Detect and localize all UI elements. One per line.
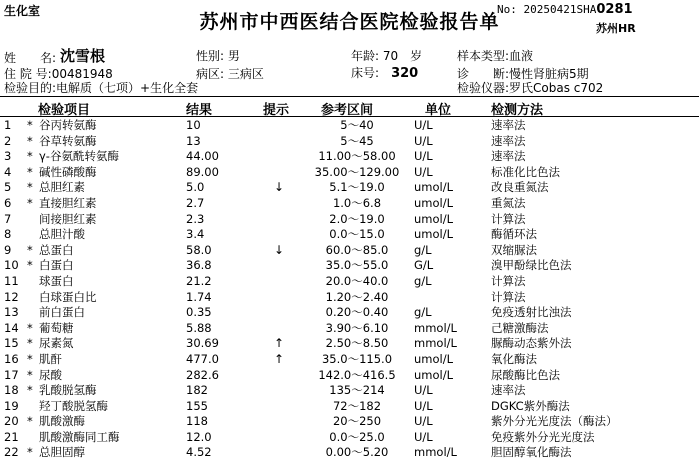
- age-value: 70 岁: [382, 49, 423, 63]
- reference-range: 60.0～85.0: [325, 242, 389, 257]
- bed-value: 320: [391, 66, 419, 81]
- test-result: 282.6: [186, 367, 219, 382]
- test-unit: U/L: [414, 133, 433, 148]
- row-number: 4: [4, 164, 12, 179]
- row-number: 20: [4, 414, 19, 429]
- test-result: 118: [186, 414, 208, 429]
- instrument-field: [457, 79, 603, 96]
- table-row: [0, 399, 699, 415]
- accreditation-mark: *: [27, 414, 33, 429]
- name-field: [4, 49, 56, 66]
- reference-range: 35.0～55.0: [325, 258, 389, 273]
- bed-field: [351, 64, 418, 81]
- test-name: 间接胆红素: [39, 211, 97, 226]
- test-name: 白蛋白: [39, 258, 74, 273]
- test-unit: G/L: [414, 258, 434, 273]
- table-row: [0, 227, 699, 243]
- ward-label: 病区:: [196, 67, 225, 81]
- name-label: 姓 名:: [4, 51, 57, 65]
- accreditation-mark: *: [27, 149, 33, 164]
- reference-range: 20～250: [332, 414, 382, 429]
- test-result: 2.3: [186, 211, 205, 226]
- reference-range: 2.50～8.50: [325, 336, 389, 351]
- report-number-value: 20250421SHA: [523, 3, 597, 16]
- hospital-code: 苏州HR: [596, 22, 636, 35]
- reference-range: 0.0～25.0: [329, 429, 385, 444]
- age-field: [351, 47, 422, 64]
- table-row: [0, 430, 699, 446]
- sample-label: 样本类型:: [457, 49, 510, 63]
- table-row: [0, 274, 699, 290]
- inpatient-number: 00481948: [51, 67, 113, 81]
- table-row: [0, 196, 699, 212]
- accreditation-mark: *: [27, 320, 33, 335]
- table-row: [0, 321, 699, 337]
- table-row: [0, 305, 699, 321]
- test-method: 溴甲酚绿比色法: [491, 258, 572, 273]
- test-method: 改良重氮法: [491, 180, 549, 195]
- test-name: 谷草转氨酶: [39, 133, 97, 148]
- row-number: 7: [4, 211, 12, 226]
- report-number-suffix: 0281: [596, 2, 633, 17]
- test-unit: U/L: [414, 429, 433, 444]
- test-name: 直接胆红素: [39, 195, 97, 210]
- purpose-field: [4, 79, 198, 96]
- test-result: 30.69: [186, 336, 219, 351]
- accreditation-mark: *: [27, 445, 33, 460]
- test-unit: umol/L: [414, 367, 454, 382]
- test-method: 重氮法: [491, 195, 526, 210]
- table-row: [0, 336, 699, 352]
- test-result: 89.00: [186, 164, 219, 179]
- row-number: 17: [4, 367, 19, 382]
- accreditation-mark: *: [27, 242, 33, 257]
- row-number: 9: [4, 242, 12, 257]
- sex-value: 男: [227, 49, 240, 63]
- test-name: 肌酸激酶: [39, 414, 85, 429]
- table-row: [0, 118, 699, 134]
- test-name: 尿素氮: [39, 336, 74, 351]
- reference-range: 5～40: [340, 118, 374, 132]
- test-method: 速率法: [491, 149, 526, 164]
- test-unit: mmol/L: [414, 336, 457, 351]
- table-row: [0, 445, 699, 461]
- test-result: 58.0: [186, 242, 212, 257]
- test-result: 155: [186, 398, 208, 413]
- test-method: 尿酸酶比色法: [491, 367, 560, 382]
- accreditation-mark: *: [27, 164, 33, 179]
- test-method: 双缩脲法: [491, 242, 537, 257]
- row-number: 12: [4, 289, 19, 304]
- test-unit: U/L: [414, 164, 433, 179]
- sample-value: 血液: [509, 49, 534, 63]
- row-number: 5: [4, 180, 12, 195]
- test-method: 速率法: [491, 118, 526, 132]
- row-number: 2: [4, 133, 12, 148]
- test-method: 紫外分光光度法（酶法）: [491, 414, 618, 429]
- test-method: 速率法: [491, 133, 526, 148]
- reference-range: 35.00～129.00: [314, 164, 400, 179]
- bed-label: 床号:: [351, 66, 380, 80]
- ward-field: [196, 65, 264, 82]
- table-row: [0, 212, 699, 228]
- abnormal-flag: ↓: [274, 180, 285, 195]
- table-row: [0, 414, 699, 430]
- report-number: [497, 2, 633, 17]
- accreditation-mark: *: [27, 195, 33, 210]
- test-name: 总胆汁酸: [39, 227, 85, 242]
- test-name: 球蛋白: [39, 273, 74, 288]
- ward-value: 三病区: [227, 67, 264, 81]
- test-method: 计算法: [491, 273, 526, 288]
- test-unit: U/L: [414, 414, 433, 429]
- test-method: DGKC紫外酶法: [491, 398, 570, 413]
- row-number: 6: [4, 195, 12, 210]
- accreditation-mark: *: [27, 351, 33, 366]
- diagnosis-value: 慢性肾脏病5期: [509, 67, 589, 81]
- accreditation-mark: *: [27, 258, 33, 273]
- test-unit: umol/L: [414, 351, 454, 366]
- test-method: 标准化比色法: [491, 164, 560, 179]
- test-unit: umol/L: [414, 227, 454, 242]
- test-method: 己糖激酶法: [491, 320, 549, 335]
- test-unit: umol/L: [414, 211, 454, 226]
- reference-range: 1.20～2.40: [325, 289, 389, 304]
- test-result: 44.00: [186, 149, 219, 164]
- abnormal-flag: ↓: [274, 242, 285, 257]
- accreditation-mark: *: [27, 133, 33, 148]
- test-result: 5.88: [186, 320, 212, 335]
- table-row: [0, 149, 699, 165]
- row-number: 16: [4, 351, 19, 366]
- test-result: 477.0: [186, 351, 219, 366]
- row-number: 22: [4, 445, 19, 460]
- test-method: 计算法: [491, 211, 526, 226]
- col-header-method: 检测方法: [491, 103, 544, 118]
- test-unit: U/L: [414, 398, 433, 413]
- accreditation-mark: *: [27, 180, 33, 195]
- test-unit: mmol/L: [414, 445, 457, 460]
- test-result: 182: [186, 383, 208, 398]
- test-unit: g/L: [414, 273, 432, 288]
- test-method: 速率法: [491, 383, 526, 398]
- test-method: 脲酶动态紫外法: [491, 336, 572, 351]
- sex-field: [196, 47, 240, 64]
- col-header-unit: 单位: [425, 103, 452, 118]
- table-row: [0, 383, 699, 399]
- row-number: 14: [4, 320, 19, 335]
- reference-range: 1.0～6.8: [332, 195, 382, 210]
- accreditation-mark: *: [27, 118, 33, 132]
- test-unit: U/L: [414, 383, 433, 398]
- test-result: 4.52: [186, 445, 212, 460]
- col-header-item: 检验项目: [38, 103, 91, 118]
- test-result: 10: [186, 118, 201, 132]
- test-result: 13: [186, 133, 201, 148]
- test-result: 3.4: [186, 227, 205, 242]
- age-label: 年龄:: [351, 49, 380, 63]
- test-name: 前白蛋白: [39, 305, 85, 320]
- table-row: [0, 352, 699, 368]
- abnormal-flag: ↑: [274, 351, 285, 366]
- test-unit: U/L: [414, 149, 433, 164]
- test-name: 白球蛋白比: [39, 289, 97, 304]
- top-divider: [0, 96, 699, 97]
- sex-label: 性别:: [196, 49, 225, 63]
- accreditation-mark: *: [27, 336, 33, 351]
- test-name: 尿酸: [39, 367, 62, 382]
- table-row: [0, 243, 699, 259]
- test-result: 36.8: [186, 258, 212, 273]
- sample-field: [457, 47, 533, 64]
- table-row: [0, 180, 699, 196]
- reference-range: 0.20～0.40: [325, 305, 389, 320]
- row-number: 11: [4, 273, 19, 288]
- reference-range: 11.00～58.00: [318, 149, 396, 164]
- purpose-value: 电解质（七项）+生化全套: [56, 81, 199, 95]
- reference-range: 0.00～5.20: [325, 445, 389, 460]
- reference-range: 2.0～19.0: [329, 211, 385, 226]
- row-number: 21: [4, 429, 19, 444]
- test-name: 总蛋白: [39, 242, 74, 257]
- test-method: 计算法: [491, 289, 526, 304]
- col-header-flag: 提示: [263, 103, 290, 118]
- purpose-label: 检验目的:: [4, 81, 57, 95]
- test-name: 总胆固醇: [39, 445, 85, 460]
- test-result: 1.74: [186, 289, 212, 304]
- col-header-range: 参考区间: [321, 103, 374, 118]
- table-row: [0, 258, 699, 274]
- reference-range: 142.0～416.5: [318, 367, 396, 382]
- instrument-label: 检验仪器:: [457, 81, 510, 95]
- accreditation-mark: *: [27, 383, 33, 398]
- test-method: 免疫紫外分光光度法: [491, 429, 595, 444]
- patient-name: 沈雪根: [60, 47, 106, 65]
- reference-range: 72～182: [332, 398, 382, 413]
- test-unit: g/L: [414, 242, 432, 257]
- row-number: 10: [4, 258, 19, 273]
- test-name: 肌酐: [39, 351, 62, 366]
- abnormal-flag: ↑: [274, 336, 285, 351]
- reference-range: 20.0～40.0: [325, 273, 389, 288]
- test-result: 0.35: [186, 305, 212, 320]
- table-row: [0, 165, 699, 181]
- test-name: 葡萄糖: [39, 320, 74, 335]
- instrument-value: 罗氏Cobas c702: [509, 81, 604, 95]
- test-unit: mmol/L: [414, 320, 457, 335]
- row-number: 15: [4, 336, 19, 351]
- test-result: 21.2: [186, 273, 212, 288]
- test-name: 羟丁酸脱氢酶: [39, 398, 108, 413]
- test-name: 总胆红素: [39, 180, 85, 195]
- test-name: 肌酸激酶同工酶: [39, 429, 120, 444]
- row-number: 1: [4, 118, 12, 132]
- test-name: γ-谷氨酰转氨酶: [39, 149, 119, 164]
- reference-range: 0.0～15.0: [329, 227, 385, 242]
- test-unit: umol/L: [414, 180, 454, 195]
- table-row: [0, 134, 699, 150]
- department-label: 生化室: [4, 4, 41, 18]
- test-unit: U/L: [414, 118, 433, 132]
- test-method: 酶循环法: [491, 227, 537, 242]
- table-row: [0, 290, 699, 306]
- test-result: 2.7: [186, 195, 205, 210]
- test-name: 谷丙转氨酶: [39, 118, 97, 132]
- row-number: 8: [4, 227, 12, 242]
- test-name: 碱性磷酸酶: [39, 164, 97, 179]
- col-header-result: 结果: [186, 103, 213, 118]
- test-unit: g/L: [414, 305, 432, 320]
- test-result: 5.0: [186, 180, 205, 195]
- test-result: 12.0: [186, 429, 212, 444]
- reference-range: 35.0～115.0: [321, 351, 393, 366]
- reference-range: 135～214: [329, 383, 385, 398]
- reference-range: 3.90～6.10: [325, 320, 389, 335]
- test-method: 氧化酶法: [491, 351, 537, 366]
- test-method: 免疫透射比浊法: [491, 305, 572, 320]
- results-table: [0, 118, 699, 461]
- row-number: 19: [4, 398, 19, 413]
- reference-range: 5.1～19.0: [329, 180, 385, 195]
- report-title: 苏州市中西医结合医院检验报告单: [199, 11, 500, 33]
- accreditation-mark: *: [27, 367, 33, 382]
- reference-range: 5～45: [340, 133, 374, 148]
- row-number: 3: [4, 149, 12, 164]
- table-row: [0, 368, 699, 384]
- row-number: 18: [4, 383, 19, 398]
- test-method: 胆固醇氧化酶法: [491, 445, 572, 460]
- header-divider: [0, 116, 699, 117]
- row-number: 13: [4, 305, 19, 320]
- test-unit: umol/L: [414, 195, 454, 210]
- diagnosis-label: 诊 断:: [457, 67, 510, 81]
- test-name: 乳酸脱氢酶: [39, 383, 97, 398]
- report-number-label: No:: [497, 3, 517, 16]
- inpatient-label: 住 院 号:: [4, 67, 52, 81]
